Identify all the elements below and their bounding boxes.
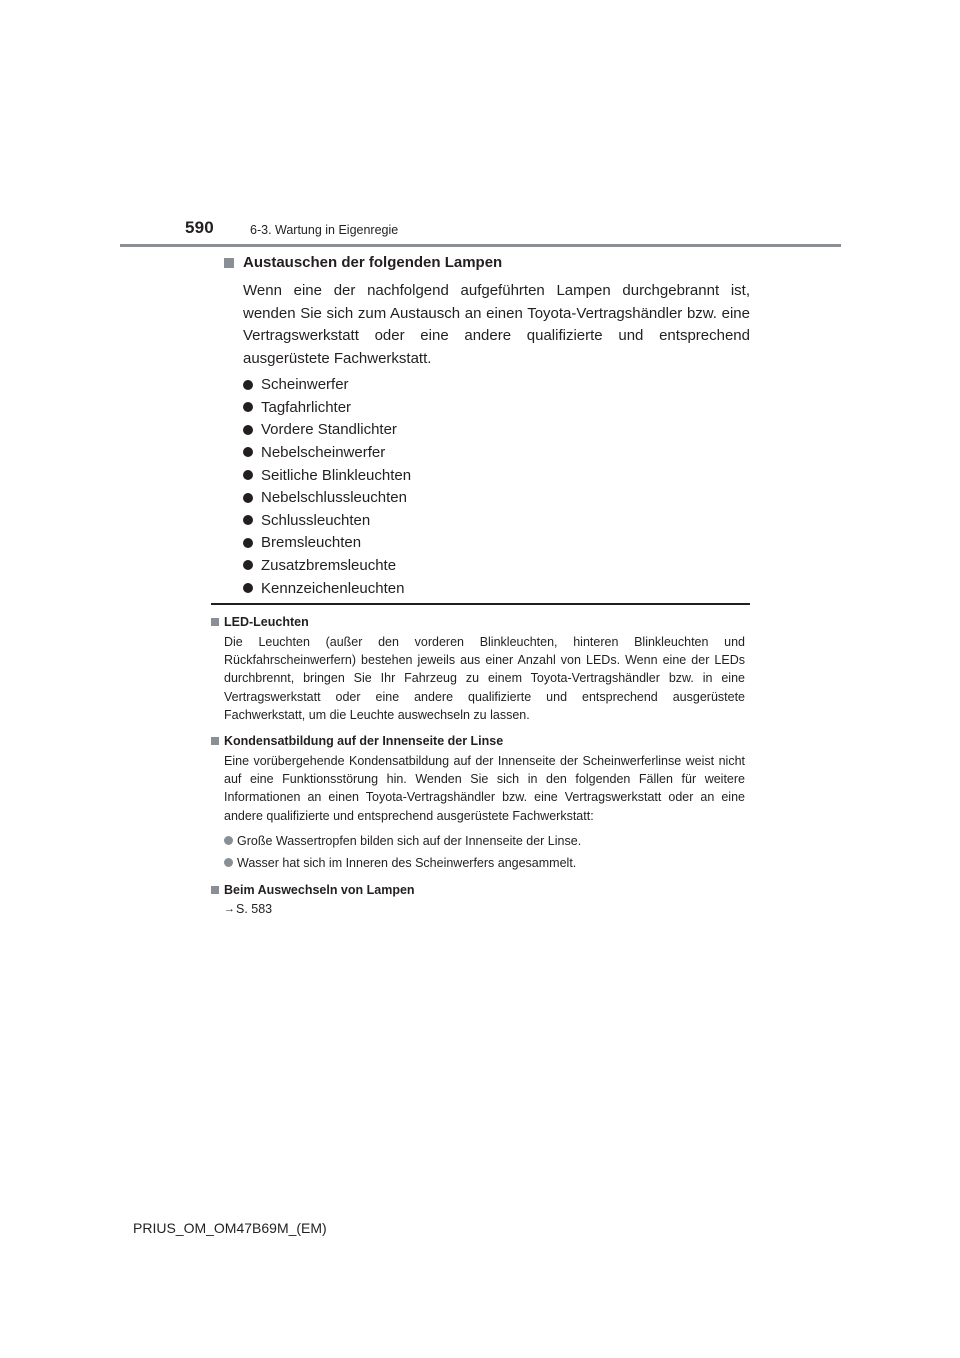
notes-divider: [211, 603, 750, 605]
lamp-label: Nebelscheinwerfer: [261, 443, 386, 461]
arrow-right-icon: →: [224, 902, 235, 915]
lamp-label: Bremsleuchten: [261, 534, 362, 552]
lamp-label: Tagfahrlichter: [261, 398, 352, 416]
replacing-note: [211, 882, 745, 916]
lamp-label: Scheinwerfer: [261, 376, 349, 394]
lamp-label: Zusatzbremsleuchte: [261, 556, 397, 574]
bullet-dot-icon: [243, 515, 253, 525]
heading-text: Austauschen der folgenden Lampen: [243, 254, 503, 271]
square-bullet-icon: [211, 618, 219, 626]
main-section: [224, 254, 750, 599]
bullet-dot-icon: [224, 858, 233, 867]
bullet-dot-icon: [243, 470, 253, 480]
list-item: [243, 509, 750, 532]
list-item: [243, 396, 750, 419]
square-bullet-icon: [211, 886, 219, 894]
list-item: [243, 486, 750, 509]
square-bullet-icon: [211, 737, 219, 745]
square-bullet-icon: [224, 258, 234, 268]
header-rule: [120, 244, 841, 247]
page-number: 590: [185, 218, 214, 237]
section-title: 6-3. Wartung in Eigenregie: [250, 223, 399, 237]
condensation-cases: [224, 830, 745, 874]
reference-text: S. 583: [236, 901, 273, 916]
led-note: [211, 613, 745, 724]
lamp-label: Kennzeichenleuchten: [261, 579, 405, 597]
case-text: Wasser hat sich im Inneren des Scheinwerfers angesammelt.: [237, 855, 577, 870]
intro-paragraph: Wenn eine der nachfolgend aufgeführten Lampen durchgebrannt ist, wenden Sie sich zum Austausch an einen Toyota-Vertragshändler bzw. eine Vertragswerkstatt oder eine andere qualifizierte und entsprechend ausgerüstete Fachwerkstatt.: [243, 282, 750, 367]
led-note-text: Die Leuchten (außer den vorderen Blinkleuchten, hinteren Blinkleuchten und Rückfahrscheinwerfern) bestehen jeweils aus einer Anzahl von LEDs. Wenn eine der LEDs durchbrennt, bringen Sie Ihr Fahrzeug zu einem Toyota-Vertragshändler bzw. in eine Vertragswerkstatt oder eine andere qualifizierte und entsprechend ausgerüstete Fachwerkstatt, um die Leuchte auswechseln zu lassen.: [224, 635, 745, 722]
bullet-dot-icon: [243, 402, 253, 412]
lamp-label: Seitliche Blinkleuchten: [261, 466, 412, 484]
bullet-dot-icon: [243, 493, 253, 503]
list-item: [243, 464, 750, 487]
list-item: [224, 852, 745, 874]
page-reference[interactable]: [224, 902, 745, 916]
notes-section: [211, 613, 745, 924]
bullet-dot-icon: [243, 447, 253, 457]
bullet-dot-icon: [243, 380, 253, 390]
replacing-note-title: [211, 882, 745, 899]
condensation-note-text: Eine vorübergehende Kondensatbildung auf der Innenseite der Scheinwerferlinse weist nicht auf eine Funktionsstörung hin. Wenden Sie sich in den folgenden Fällen für weitere Informationen an einen Toyota-Vertragshändler bzw. eine Vertragswerkstatt oder an eine andere qualifizierte und entsprechend ausgerüstete Fachwerkstatt:: [224, 754, 745, 823]
bullet-dot-icon: [243, 538, 253, 548]
bullet-dot-icon: [243, 560, 253, 570]
note-title-text: Kondensatbildung auf der Innenseite der Linse: [224, 733, 504, 748]
lamp-label: Schlussleuchten: [261, 511, 371, 529]
list-item: [243, 373, 750, 396]
condensation-note-title: [211, 732, 745, 749]
bullet-dot-icon: [243, 583, 253, 593]
bullet-dot-icon: [224, 836, 233, 845]
led-note-title: [211, 613, 745, 630]
list-item: [243, 577, 750, 600]
lamp-replacement-heading: [224, 254, 750, 271]
lamp-label: Vordere Standlichter: [261, 421, 397, 439]
list-item: [243, 441, 750, 464]
note-title-text: LED-Leuchten: [224, 614, 309, 629]
note-title-text: Beim Auswechseln von Lampen: [224, 883, 415, 898]
document-code: PRIUS_OM_OM47B69M_(EM): [133, 1220, 327, 1236]
bullet-dot-icon: [243, 425, 253, 435]
list-item: [224, 830, 745, 852]
lamp-label: Nebelschlussleuchten: [261, 489, 407, 507]
list-item: [243, 554, 750, 577]
lamp-list: [243, 373, 750, 599]
case-text: Große Wassertropfen bilden sich auf der Innenseite der Linse.: [237, 833, 582, 848]
list-item: [243, 532, 750, 555]
list-item: [243, 419, 750, 442]
condensation-note: [211, 732, 745, 874]
